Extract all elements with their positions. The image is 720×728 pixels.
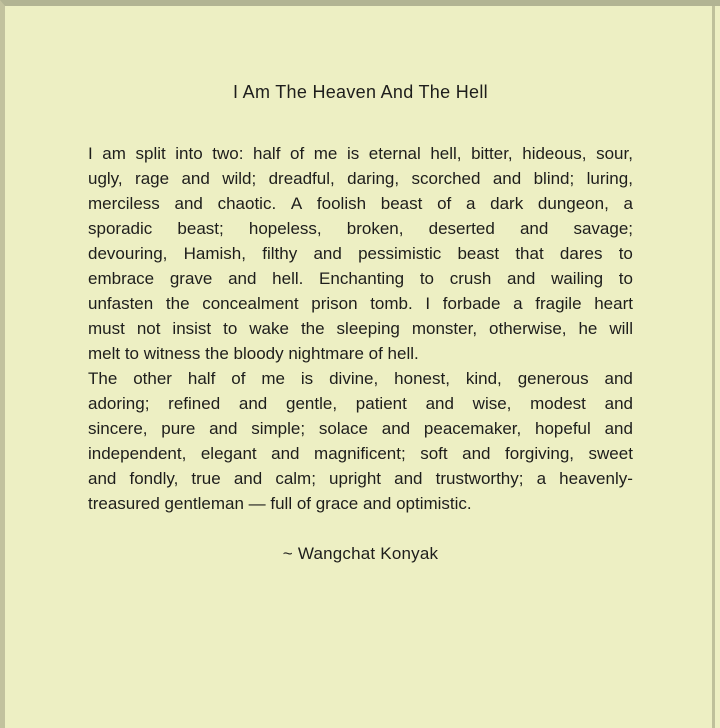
poem-paragraph-1: [88, 141, 633, 366]
poem-line: ugly, rage and wild; dreadful, daring, scorched and blind; luring,: [88, 169, 633, 188]
poem-line: The other half of me is divine, honest, kind, generous and: [88, 369, 633, 388]
poem-title: I Am The Heaven And The Hell: [233, 82, 488, 102]
poem-line: melt to witness the bloody nightmare of hell.: [88, 344, 419, 363]
poem-line: and fondly, true and calm; upright and trustworthy; a heavenly-: [88, 469, 633, 488]
poem-line: embrace grave and hell. Enchanting to crush and wailing to: [88, 269, 633, 288]
poem-line: devouring, Hamish, filthy and pessimistic beast that dares to: [88, 244, 633, 263]
right-edge-divider: [712, 6, 715, 728]
poem-line: must not insist to wake the sleeping monster, otherwise, he will: [88, 319, 633, 338]
poem-line: I am split into two: half of me is eternal hell, bitter, hideous, sour,: [88, 144, 633, 163]
poem-line: merciless and chaotic. A foolish beast of a dark dungeon, a: [88, 194, 633, 213]
poem-line: sincere, pure and simple; solace and peacemaker, hopeful and: [88, 419, 633, 438]
poem-author-signature: ~ Wangchat Konyak: [282, 544, 439, 563]
poem-line: unfasten the concealment prison tomb. I forbade a fragile heart: [88, 294, 633, 313]
poem-line: adoring; refined and gentle, patient and wise, modest and: [88, 394, 633, 413]
poem-line: independent, elegant and magnificent; soft and forgiving, sweet: [88, 444, 633, 463]
poem-line: treasured gentleman — full of grace and optimistic.: [88, 494, 472, 513]
poem-content: [88, 80, 633, 566]
poem-line: sporadic beast; hopeless, broken, deserted and savage;: [88, 219, 633, 238]
poem-paragraph-2: [88, 366, 633, 516]
